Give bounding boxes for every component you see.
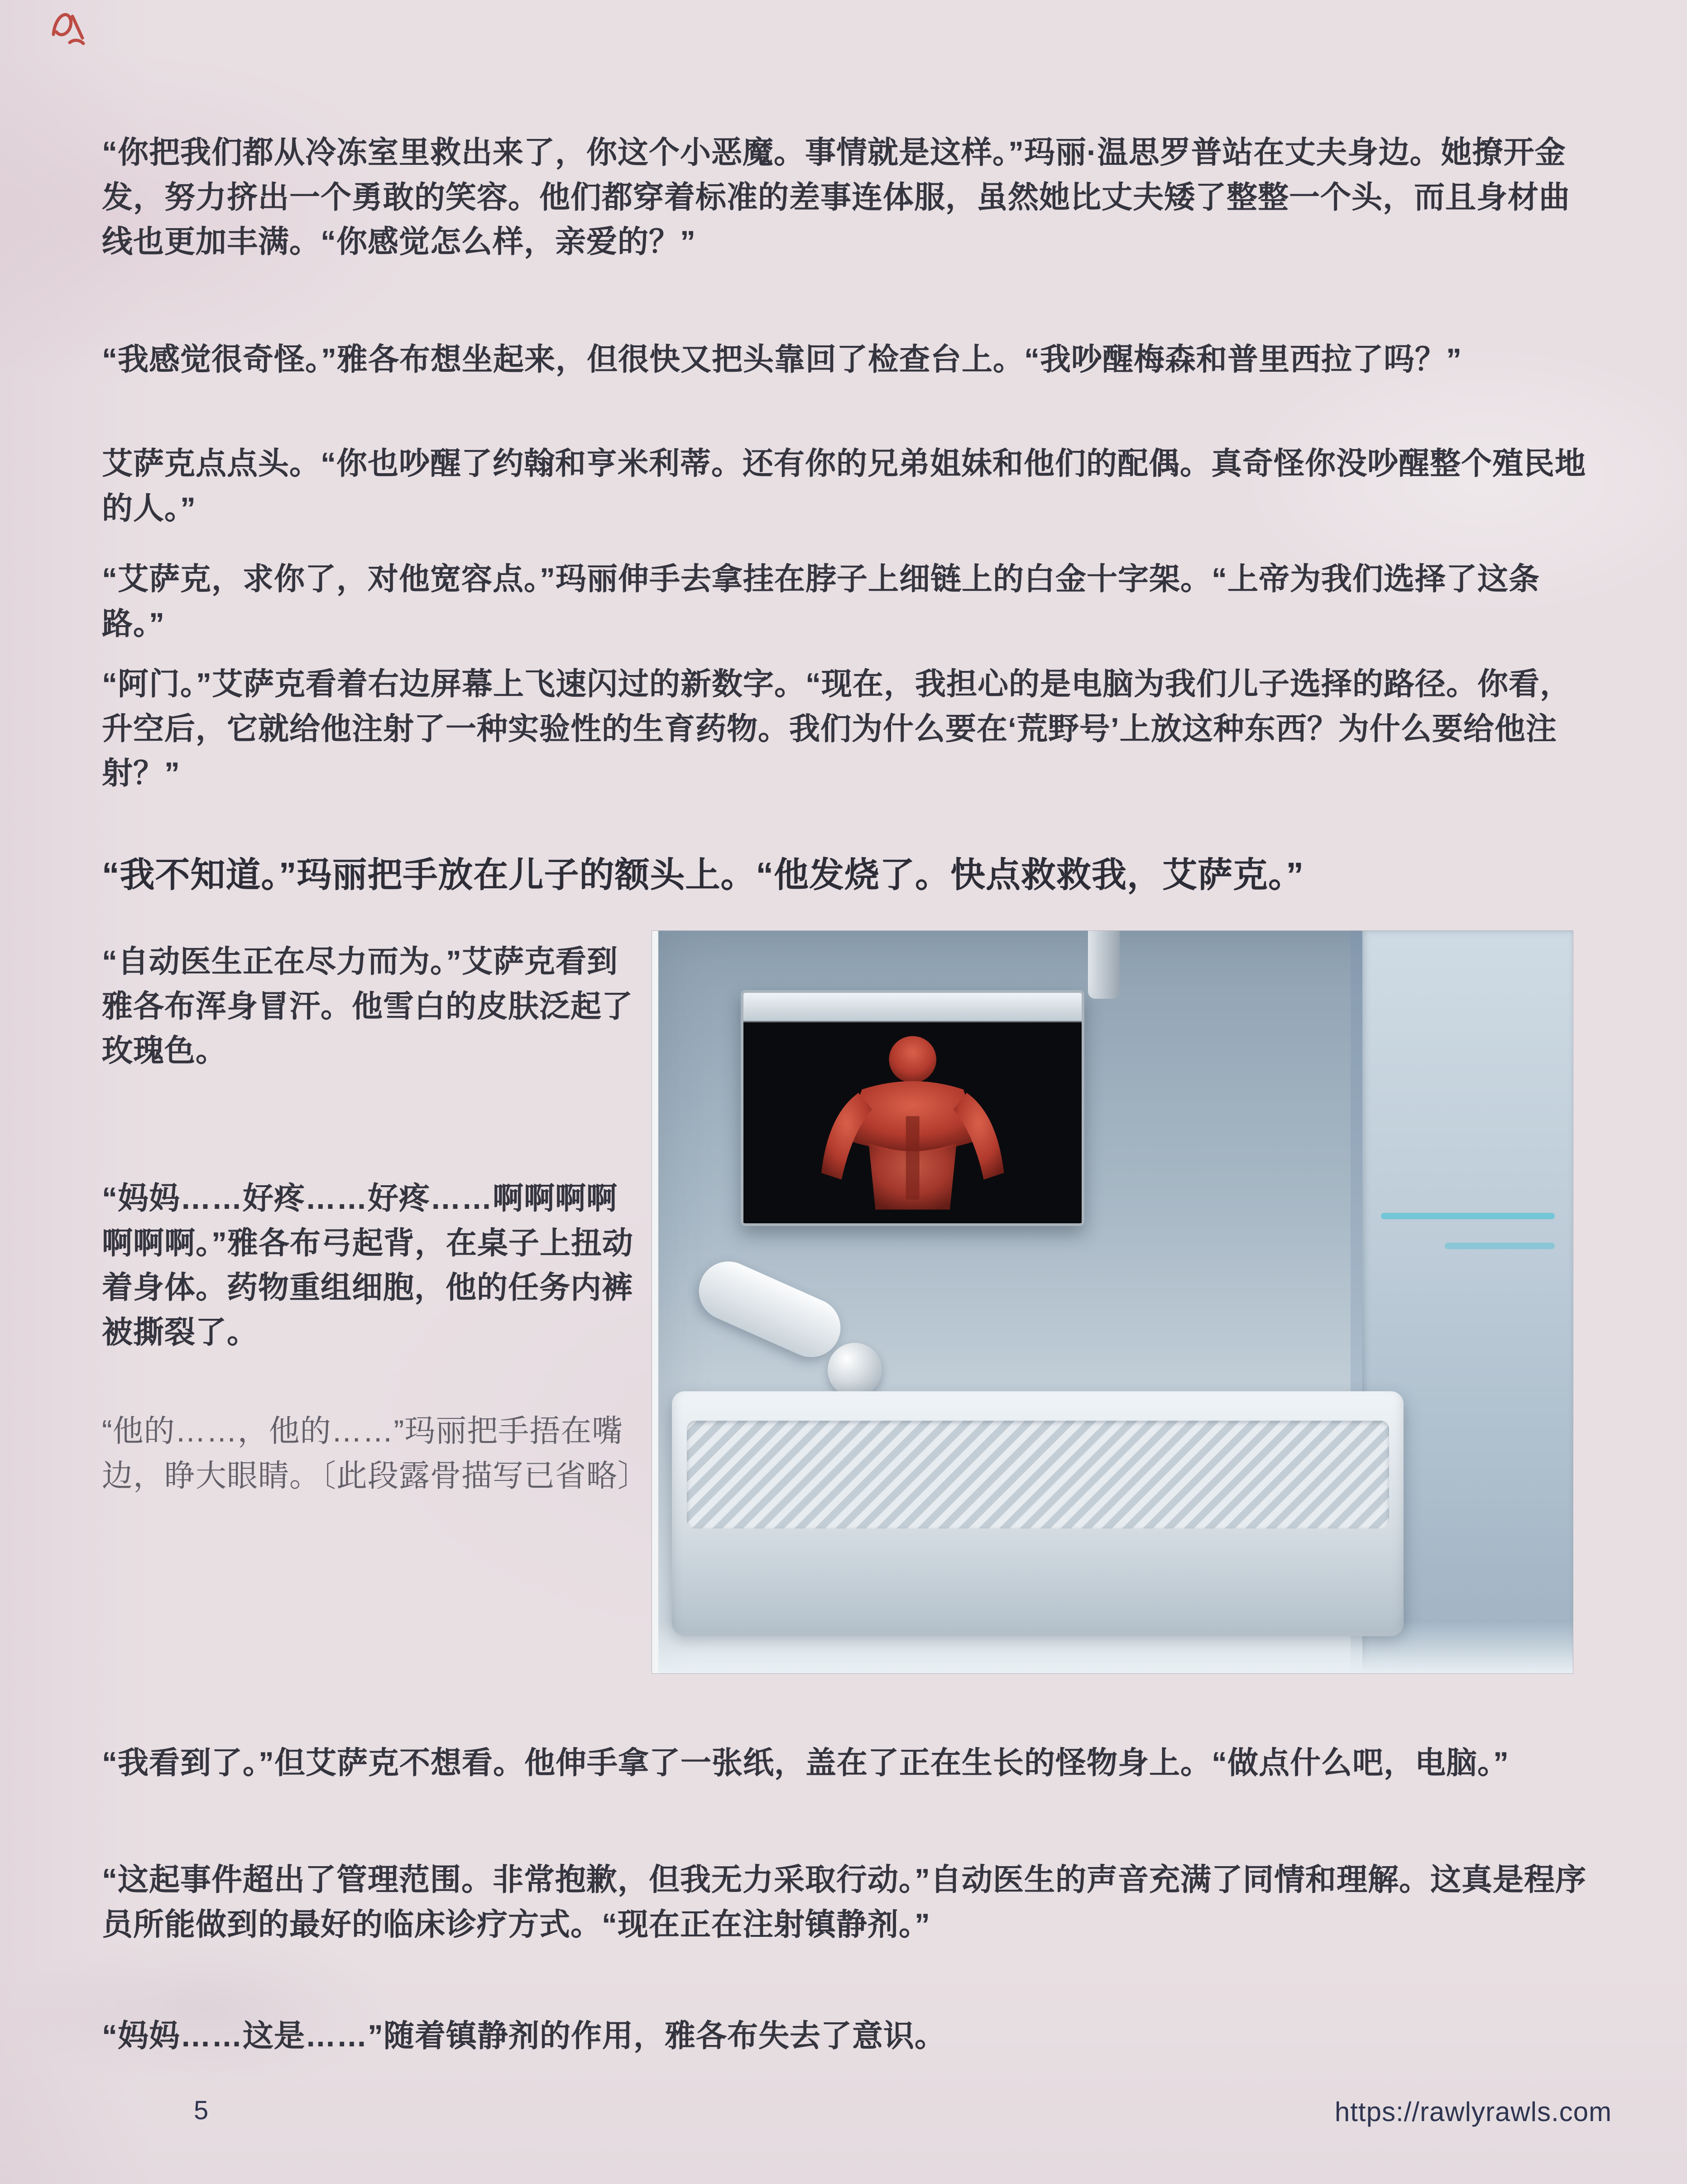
paragraph-9-redacted: “他的……，他的……”玛丽把手捂在嘴边，睁大眼睛。〔此段露骨描写已省略〕 [102, 1414, 649, 1493]
paragraph-8: “妈妈……好疼……好疼……啊啊啊啊啊啊啊。”雅各布弓起背，在桌子上扭动着身体。药物重组细胞，他的任务内裤被撕裂了。 [102, 1181, 634, 1350]
exam-table [672, 1391, 1404, 1636]
paragraph-1: “你把我们都从冷冻室里救出来了，你这个小恶魔。事情就是这样。”玛丽·温思罗普站在丈夫身边。她撩开金发，努力挤出一个勇敢的笑容。他们都穿着标准的差事连体服，虽然她比丈夫矮了整整一个头，而且身材曲线也更加丰满。“你感觉怎么样，亲爱的？” [102, 135, 1571, 259]
console-accent-light [1381, 1213, 1555, 1219]
console-accent-light [1445, 1243, 1554, 1249]
embedded-illustration [652, 931, 1573, 1673]
red-scribble-mark [47, 4, 91, 49]
floor-glow [658, 1621, 1573, 1673]
paragraph-5: “阿门。”艾萨克看着右边屏幕上飞速闪过的新数字。“现在，我担心的是电脑为我们儿子选择的路径。你看，升空后，它就给他注射了一种实验性的生育药物。我们为什么要在‘荒野号’上放这种东西？为什么要给他注射？” [102, 667, 1572, 791]
paragraph-10: “我看到了。”但艾萨克不想看。他伸手拿了一张纸，盖在了正在生长的怪物身上。“做点什么吧，电脑。” [102, 1746, 1510, 1780]
site-link[interactable]: https://rawlyrawls.com [1334, 2097, 1612, 2127]
anatomy-scan-display [743, 1023, 1082, 1223]
paragraph-6-emphasis: “我不知道。”玛丽把手放在儿子的额头上。“他发烧了。快点救救我，艾萨克。” [102, 856, 1304, 895]
paragraph-11: “这起事件超出了管理范围。非常抱歉，但我无力采取行动。”自动医生的声音充满了同情和理解。这真是程序员所能做到的最好的临床诊疗方式。“现在正在注射镇静剂。” [102, 1863, 1587, 1942]
paragraph-4: “艾萨克，求你了，对他宽容点。”玛丽伸手去拿挂在脖子上细链上的白金十字架。“上帝为我们选择了这条路。” [102, 562, 1540, 641]
exam-table-mattress [687, 1421, 1389, 1528]
robotic-arm [690, 1252, 850, 1366]
paragraph-12: “妈妈……这是……”随着镇静剂的作用，雅各布失去了意识。 [102, 2019, 946, 2053]
monitor-mount [1088, 931, 1120, 999]
wall-monitor [741, 990, 1084, 1226]
paragraph-7: “自动医生正在尽力而为。”艾萨克看到雅各布浑身冒汗。他雪白的皮肤泛起了玫瑰色。 [102, 944, 633, 1068]
robotic-arm-joint [828, 1343, 882, 1397]
paragraph-3: 艾萨克点点头。“你也吵醒了约翰和亨米利蒂。还有你的兄弟姐妹和他们的配偶。真奇怪你没吵醒整个殖民地的人。” [102, 446, 1586, 526]
paragraph-2: “我感觉很奇怪。”雅各布想坐起来，但很快又把头靠回了检查台上。“我吵醒梅森和普里西拉了吗？” [102, 342, 1462, 377]
page-number: 5 [194, 2096, 209, 2125]
